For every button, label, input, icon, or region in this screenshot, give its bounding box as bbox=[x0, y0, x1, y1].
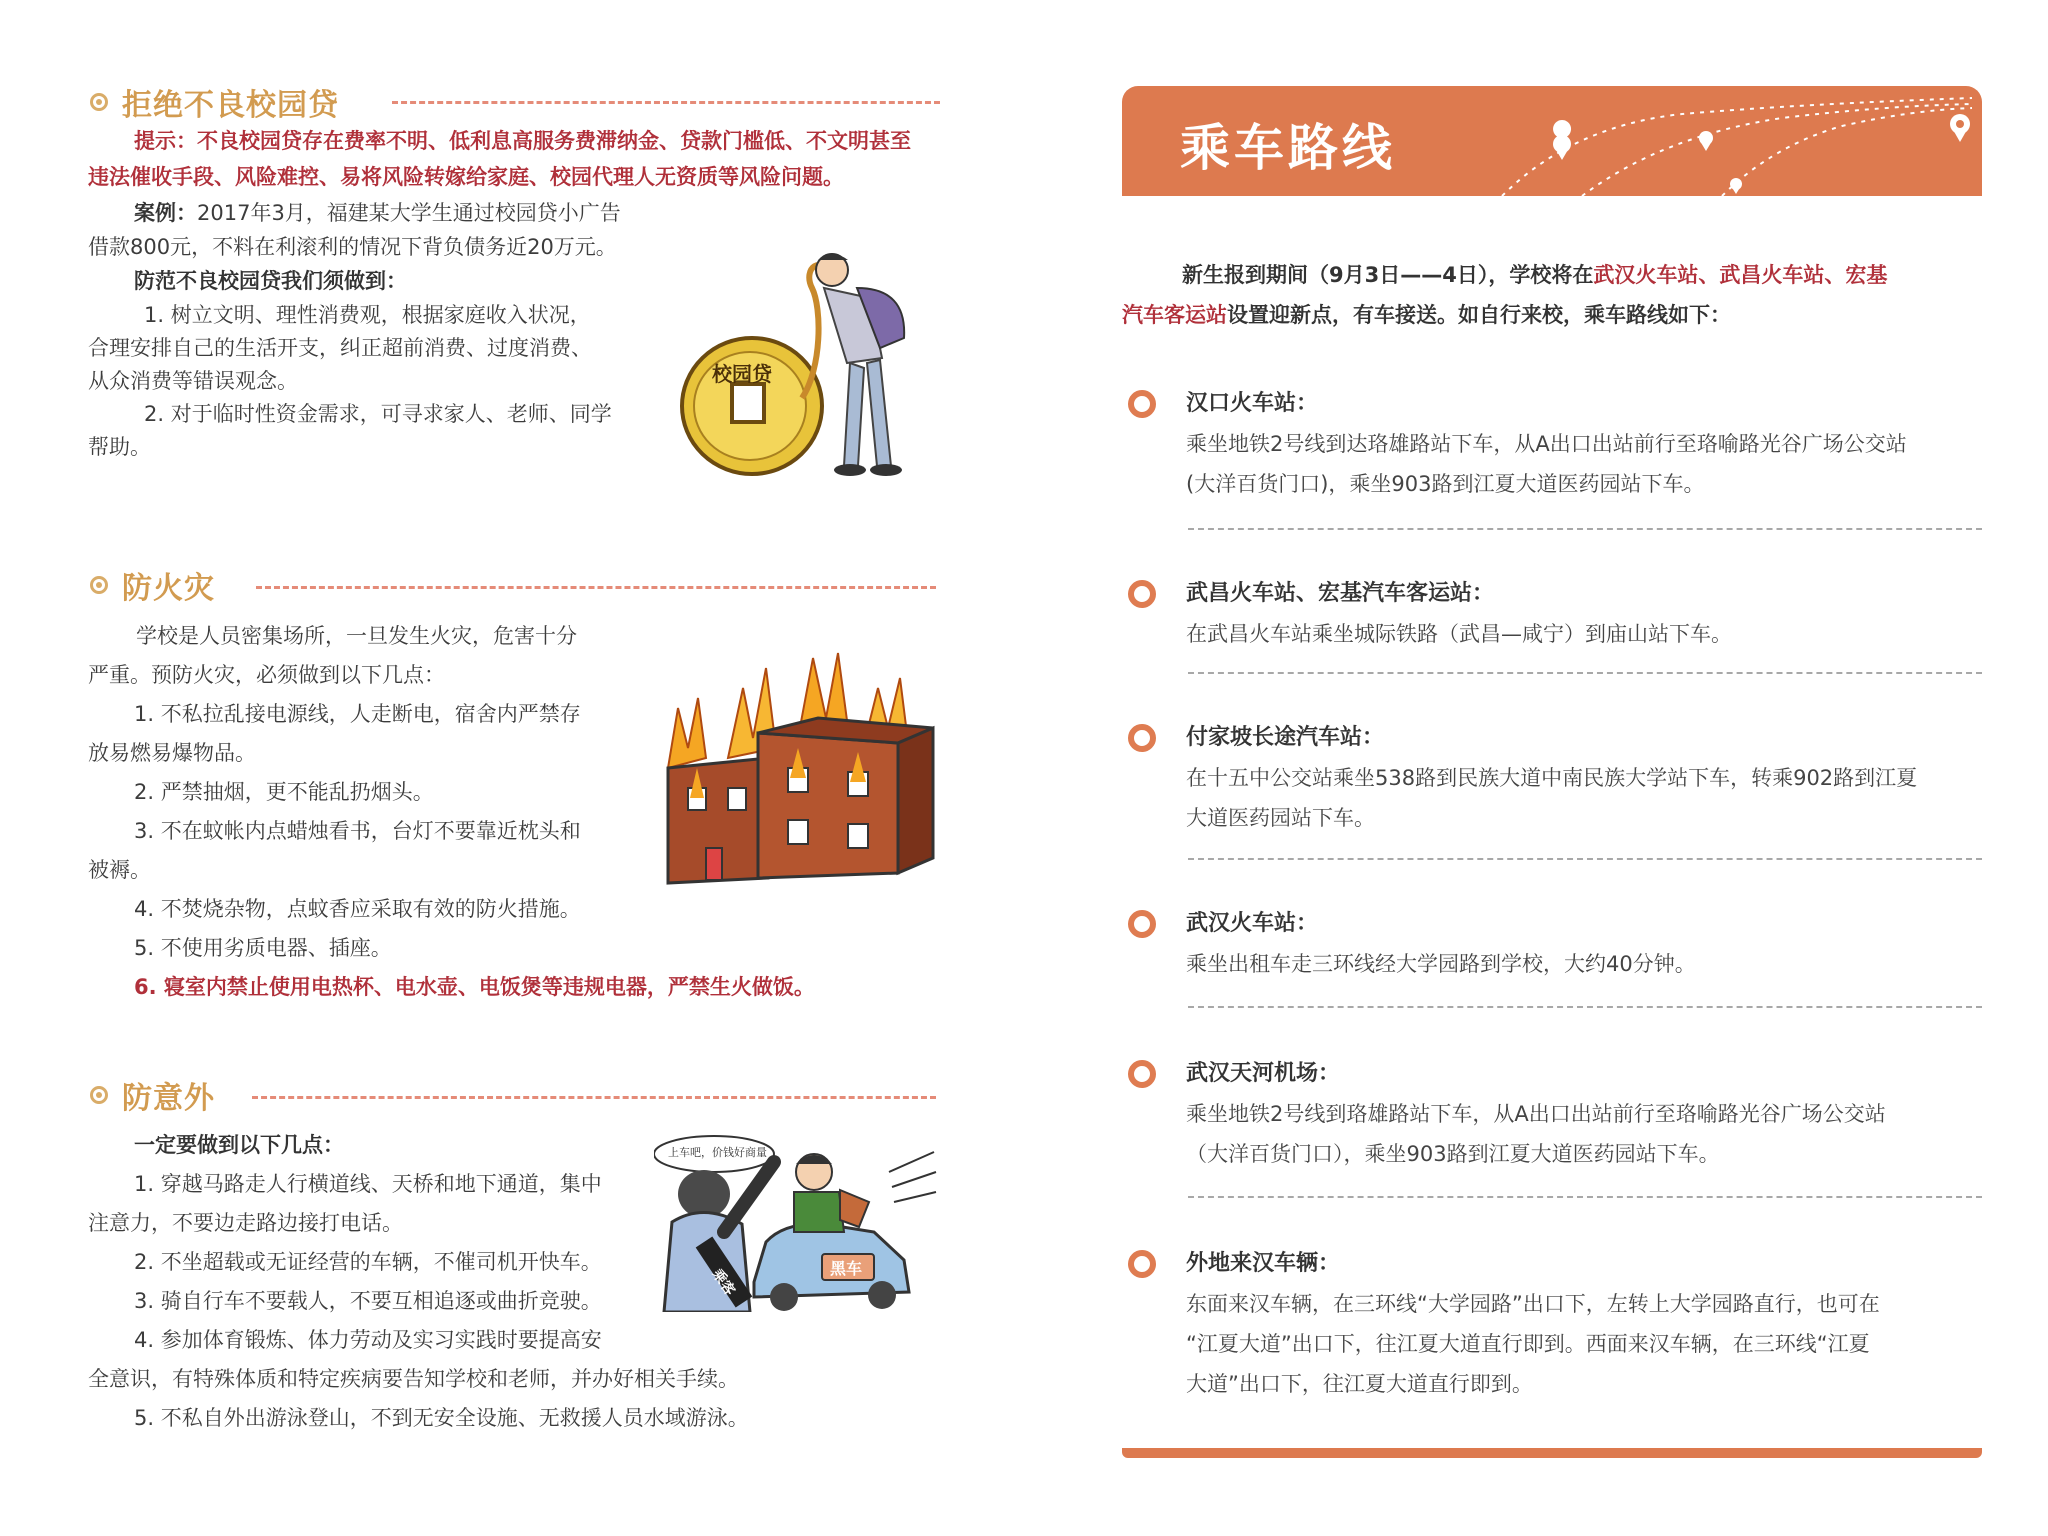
accident-item-3: 3. 骑自行车不要载人，不要互相追逐或曲折竞驶。 bbox=[134, 1289, 602, 1313]
route-hankou-title: 汉口火车站： bbox=[1186, 391, 1319, 416]
route-outside-line2: “江夏大道”出口下，往江夏大道直行即到。西面来汉车辆，在三环线“江夏 bbox=[1186, 1332, 1870, 1356]
fire-item-2: 2. 严禁抽烟，更不能乱扔烟头。 bbox=[134, 780, 434, 804]
route-outside-line1: 东面来汉车辆，在三环线“大学园路”出口下，左转上大学园路直行，也可在 bbox=[1186, 1292, 1880, 1316]
campus-loan-illustration bbox=[672, 248, 932, 478]
routes-bottom-bar bbox=[1122, 1448, 1982, 1458]
section-accident-title: 防意外 bbox=[122, 1081, 215, 1116]
tip-label: 提示： bbox=[134, 129, 197, 153]
route-airport-title: 武汉天河机场： bbox=[1186, 1061, 1341, 1086]
loan-case-line2: 借款800元，不料在利滚利的情况下背负债务近20万元。 bbox=[88, 235, 617, 259]
intro-highlight: 汽车客运站 bbox=[1122, 303, 1227, 327]
route-wuhan-title: 武汉火车站： bbox=[1186, 911, 1319, 936]
fire-item-5: 5. 不使用劣质电器、插座。 bbox=[134, 936, 392, 960]
route-divider bbox=[1188, 672, 1982, 674]
route-wuhan-line1: 乘坐出租车走三环线经大学园路到学校，大约40分钟。 bbox=[1186, 952, 1696, 976]
fire-item-1-cont: 放易燃易爆物品。 bbox=[88, 741, 256, 765]
fire-intro-cont: 严重。预防火灾，必须做到以下几点： bbox=[88, 663, 445, 687]
route-fujiapo-line1: 在十五中公交站乘坐538路到民族大道中南民族大学站下车，转乘902路到江夏 bbox=[1186, 766, 1918, 790]
burning-building-illustration bbox=[648, 648, 938, 888]
accident-item-4-cont: 全意识，有特殊体质和特定疾病要告知学校和老师，并办好相关手续。 bbox=[88, 1367, 739, 1391]
loan-point-1-cont2: 从众消费等错误观念。 bbox=[88, 369, 298, 393]
car-sign-text: 黑车 bbox=[830, 1259, 863, 1278]
route-airport-line2: （大洋百货门口），乘坐903路到江夏大道医药园站下车。 bbox=[1186, 1142, 1720, 1166]
route-wuchang-line1: 在武昌火车站乘坐城际铁路（武昌—咸宁）到庙山站下车。 bbox=[1186, 622, 1732, 646]
fire-item-3-cont: 被褥。 bbox=[88, 858, 151, 882]
section-divider bbox=[392, 101, 940, 104]
route-divider bbox=[1188, 528, 1982, 530]
routes-banner-title: 乘车路线 bbox=[1180, 119, 1396, 177]
loan-tip bbox=[134, 122, 911, 161]
accident-item-5: 5. 不私自外出游泳登山，不到无安全设施、无救援人员水域游泳。 bbox=[134, 1406, 749, 1430]
accident-item-2: 2. 不坐超载或无证经营的车辆，不催司机开快车。 bbox=[134, 1250, 602, 1274]
fire-item-4: 4. 不焚烧杂物，点蚊香应采取有效的防火措施。 bbox=[134, 897, 581, 921]
route-hankou-line2: (大洋百货门口)，乘坐903路到江夏大道医药园站下车。 bbox=[1186, 472, 1705, 496]
fire-intro: 学校是人员密集场所，一旦发生火灾，危害十分 bbox=[136, 624, 577, 648]
route-outside-title: 外地来汉车辆： bbox=[1186, 1251, 1341, 1276]
case-line: 2017年3月，福建某大学生通过校园贷小广告 bbox=[197, 201, 621, 225]
route-outside-line3: 大道”出口下，往江夏大道直行即到。 bbox=[1186, 1372, 1533, 1396]
routes-banner bbox=[1122, 86, 1982, 196]
route-ring-icon bbox=[1128, 724, 1156, 752]
routes-intro-cont bbox=[1122, 295, 1731, 335]
section-fire-header bbox=[90, 563, 215, 607]
loan-point-1-cont: 合理安排自己的生活开支，纠正超前消费、过度消费、 bbox=[88, 336, 592, 360]
fire-item-1: 1. 不私拉乱接电源线，人走断电，宿舍内严禁存 bbox=[134, 702, 581, 726]
passenger-sash-text: 乘客 bbox=[708, 1266, 738, 1299]
intro-text: 设置迎新点，有车接送。如自行来校，乘车路线如下： bbox=[1227, 303, 1731, 327]
target-circle-icon bbox=[90, 1086, 108, 1104]
fire-item-3: 3. 不在蚊帐内点蜡烛看书，台灯不要靠近枕头和 bbox=[134, 819, 581, 843]
intro-highlight: 武汉火车站、武昌火车站、宏基 bbox=[1593, 263, 1888, 287]
section-loan-header bbox=[90, 80, 339, 124]
accident-item-4: 4. 参加体育锻炼、体力劳动及实习实践时要提高安 bbox=[134, 1328, 602, 1352]
loan-point-2: 2. 对于临时性资金需求，可寻求家人、老师、同学 bbox=[144, 402, 612, 426]
case-label: 案例： bbox=[134, 201, 197, 225]
speech-bubble-text: 上车吧，价钱好商量 bbox=[668, 1146, 767, 1159]
section-loan-title: 拒绝不良校园贷 bbox=[122, 88, 339, 123]
section-accident-header bbox=[90, 1073, 215, 1117]
map-route-decoration bbox=[1122, 86, 1982, 196]
accident-item-1-cont: 注意力，不要边走路边接打电话。 bbox=[88, 1211, 403, 1235]
route-ring-icon bbox=[1128, 580, 1156, 608]
target-circle-icon bbox=[90, 93, 108, 111]
section-divider bbox=[252, 1096, 936, 1099]
tip-line: 不良校园贷存在费率不明、低利息高服务费滞纳金、贷款门槛低、不文明甚至 bbox=[197, 129, 911, 153]
coin-label: 校园贷 bbox=[712, 362, 772, 386]
routes-intro bbox=[1182, 255, 1887, 295]
route-ring-icon bbox=[1128, 390, 1156, 418]
loan-point-1: 1. 树立文明、理性消费观，根据家庭收入状况， bbox=[144, 303, 591, 327]
route-fujiapo-line2: 大道医药园站下车。 bbox=[1186, 806, 1375, 830]
route-divider bbox=[1188, 1196, 1982, 1198]
route-wuchang-title: 武昌火车站、宏基汽车客运站： bbox=[1186, 581, 1495, 606]
loan-prevent-title: 防范不良校园贷我们须做到： bbox=[134, 269, 407, 293]
section-divider bbox=[256, 586, 936, 589]
route-ring-icon bbox=[1128, 1060, 1156, 1088]
section-fire-title: 防火灾 bbox=[122, 571, 215, 606]
fire-item-6: 6. 寝室内禁止使用电热杯、电水壶、电饭煲等违规电器，严禁生火做饭。 bbox=[134, 975, 815, 999]
route-fujiapo-title: 付家坡长途汽车站： bbox=[1186, 725, 1385, 750]
accident-heading: 一定要做到以下几点： bbox=[134, 1133, 344, 1157]
loan-tip-line2: 违法催收手段、风险难控、易将风险转嫁给家庭、校园代理人无资质等风险问题。 bbox=[88, 165, 844, 189]
route-ring-icon bbox=[1128, 1250, 1156, 1278]
route-divider bbox=[1188, 1006, 1982, 1008]
route-hankou-line1: 乘坐地铁2号线到达珞雄路站下车，从A出口出站前行至珞喻路光谷广场公交站 bbox=[1186, 432, 1907, 456]
route-ring-icon bbox=[1128, 910, 1156, 938]
route-airport-line1: 乘坐地铁2号线到珞雄路站下车，从A出口出站前行至珞喻路光谷广场公交站 bbox=[1186, 1102, 1886, 1126]
intro-text: 新生报到期间（9月3日——4日），学校将在 bbox=[1182, 263, 1594, 287]
accident-item-1: 1. 穿越马路走人行横道线、天桥和地下通道，集中 bbox=[134, 1172, 602, 1196]
target-circle-icon bbox=[90, 576, 108, 594]
illegal-taxi-illustration bbox=[654, 1132, 938, 1312]
loan-point-2-cont: 帮助。 bbox=[88, 435, 151, 459]
route-divider bbox=[1188, 858, 1982, 860]
